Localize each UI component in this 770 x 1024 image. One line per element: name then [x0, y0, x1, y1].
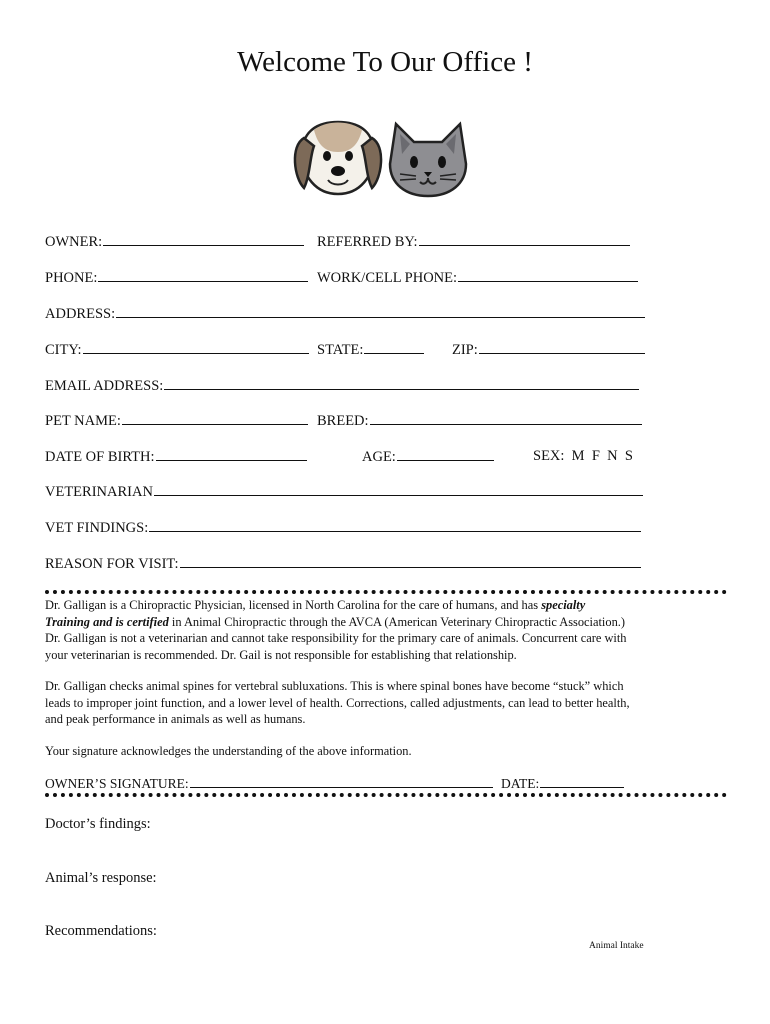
veterinarian-line[interactable]: [154, 483, 643, 496]
age-field[interactable]: AGE:: [362, 448, 494, 466]
reason-for-visit-field[interactable]: REASON FOR VISIT:: [45, 555, 641, 573]
zip-line[interactable]: [479, 341, 645, 354]
state-line[interactable]: [364, 341, 424, 354]
pet-faces-illustration: [292, 116, 478, 198]
state-field[interactable]: STATE:: [317, 341, 424, 359]
sex-options[interactable]: M F N S: [571, 448, 633, 464]
breed-line[interactable]: [370, 412, 642, 425]
owner-signature-line[interactable]: [190, 775, 493, 788]
dotted-divider-bottom: [45, 793, 727, 797]
reason-line[interactable]: [180, 555, 641, 568]
recommendations-label: Recommendations:: [45, 923, 157, 939]
owner-signature-field[interactable]: OWNER’S SIGNATURE:: [45, 775, 493, 792]
dob-field[interactable]: DATE OF BIRTH:: [45, 448, 307, 466]
vet-findings-line[interactable]: [149, 519, 641, 532]
email-line[interactable]: [164, 377, 639, 390]
signature-date-line[interactable]: [540, 775, 624, 788]
dob-line[interactable]: [156, 448, 307, 461]
sex-field[interactable]: SEX: M F N S: [533, 448, 633, 464]
page-title: Welcome To Our Office !: [237, 46, 533, 78]
owner-line[interactable]: [103, 233, 304, 246]
breed-field[interactable]: BREED:: [317, 412, 642, 430]
address-field[interactable]: ADDRESS:: [45, 305, 645, 323]
work-cell-phone-line[interactable]: [458, 269, 638, 282]
disclaimer-paragraph-2: Dr. Galligan checks animal spines for vertebral subluxations. This is where spinal bones have become “stuck” which leads to improper joint function, and a lower level of health. Corrections, called adjustments, can lead to better health, and peak performance in animals as well as humans.: [45, 679, 630, 726]
referred-by-field[interactable]: REFERRED BY:: [317, 233, 630, 251]
phone-field[interactable]: PHONE:: [45, 269, 308, 287]
disclaimer-paragraph-3: Your signature acknowledges the understanding of the above information.: [45, 744, 412, 758]
vet-findings-field[interactable]: VET FINDINGS:: [45, 519, 641, 537]
age-line[interactable]: [397, 448, 494, 461]
zip-field[interactable]: ZIP:: [452, 341, 645, 359]
referred-by-line[interactable]: [419, 233, 630, 246]
phone-line[interactable]: [98, 269, 308, 282]
dog-face-icon: [295, 122, 381, 194]
address-line[interactable]: [116, 305, 645, 318]
form-name-footer: Animal Intake: [589, 941, 644, 951]
city-line[interactable]: [83, 341, 309, 354]
work-cell-phone-field[interactable]: WORK/CELL PHONE:: [317, 269, 638, 287]
cat-face-icon: [390, 124, 466, 196]
signature-date-field[interactable]: DATE:: [501, 775, 624, 792]
disclaimer-paragraph-1: Dr. Galligan is a Chiropractic Physician, licensed in North Carolina for the care of humans, and has specialty Training and is certified in Animal Chiropractic through the AVCA (American Veterinary Chiropractic Association.) Dr. Galligan is not a veterinarian and cannot take responsibility for the primary care of animals. Concurrent care with your veterinarian is recommended. Dr. Gail is not responsible for establishing that relationship.: [45, 598, 627, 662]
pet-name-field[interactable]: PET NAME:: [45, 412, 308, 430]
veterinarian-field[interactable]: VETERINARIAN: [45, 483, 643, 501]
city-field[interactable]: CITY:: [45, 341, 309, 359]
email-field[interactable]: EMAIL ADDRESS:: [45, 377, 639, 395]
pet-name-line[interactable]: [122, 412, 308, 425]
dotted-divider-top: [45, 590, 727, 594]
animal-response-label: Animal’s response:: [45, 870, 157, 886]
doctor-findings-label: Doctor’s findings:: [45, 816, 151, 832]
owner-field[interactable]: OWNER:: [45, 233, 304, 251]
